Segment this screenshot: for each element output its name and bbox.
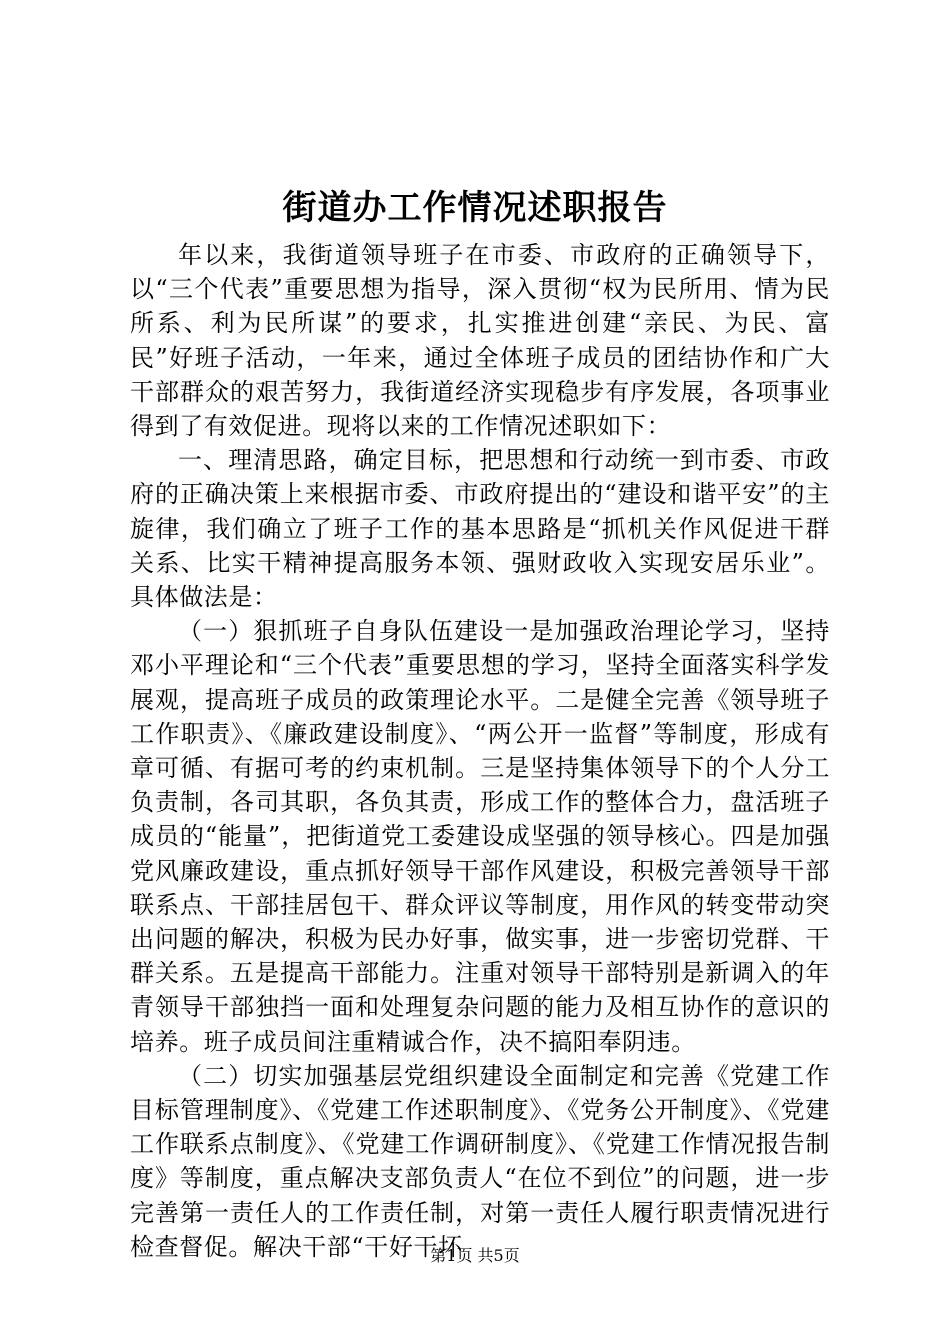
document-body — [130, 238, 830, 1264]
page-footer: 第1页 共5页 — [430, 1246, 520, 1265]
paragraph-section-1: 一、理清思路，确定目标，把思想和行动统一到市委、市政府的正确决策上来根据市委、市政府提出的“建设和谐平安”的主旋律，我们确立了班子工作的基本思路是“抓机关作风促进干群关系、比实干精神提高服务本领、强财政收入实现安居乐业”。具体做法是： — [130, 446, 830, 612]
paragraph-intro: 年以来，我街道领导班子在市委、市政府的正确领导下，以“三个代表”重要思想为指导，深入贯彻“权为民所用、情为民所系、利为民所谋”的要求，扎实推进创建“亲民、为民、富民”好班子活动，一年来，通过全体班子成员的团结协作和广大干部群众的艰苦努力，我街道经济实现稳步有序发展，各项事业得到了有效促进。现将以来的工作情况述职如下： — [130, 241, 830, 441]
document-title: 街道办工作情况述职报告 — [282, 188, 668, 228]
paragraph-subsection-2: （二）切实加强基层党组织建设全面制定和完善《党建工作目标管理制度》、《党建工作述职制度》、《党务公开制度》、《党建工作联系点制度》、《党建工作调研制度》、《党建工作情况报告制度》等制度，重点解决支部负责人“在位不到位”的问题，进一步完善第一责任人的工作责任制，对第一责任人履行职责情况进行检查督促。解决干部“干好干坏 — [130, 1061, 830, 1261]
paragraph-subsection-1: （一）狠抓班子自身队伍建设一是加强政治理论学习，坚持邓小平理论和“三个代表”重要思想的学习，坚持全面落实科学发展观，提高班子成员的政策理论水平。二是健全完善《领导班子工作职责》、《廉政建设制度》、“两公开一监督”等制度，形成有章可循、有据可考的约束机制。三是坚持集体领导下的个人分工负责制，各司其职，各负其责，形成工作的整体合力，盘活班子成员的“能量”，把街道党工委建设成坚强的领导核心。四是加强党风廉政建设，重点抓好领导干部作风建设，积极完善领导干部联系点、干部挂居包干、群众评议等制度，用作风的转变带动突出问题的解决，积极为民办好事，做实事，进一步密切党群、干群关系。五是提高干部能力。注重对领导干部特别是新调入的年青领导干部独挡一面和处理复杂问题的能力及相互协作的意识的培养。班子成员间注重精诚合作，决不搞阳奉阴违。 — [130, 617, 830, 1056]
